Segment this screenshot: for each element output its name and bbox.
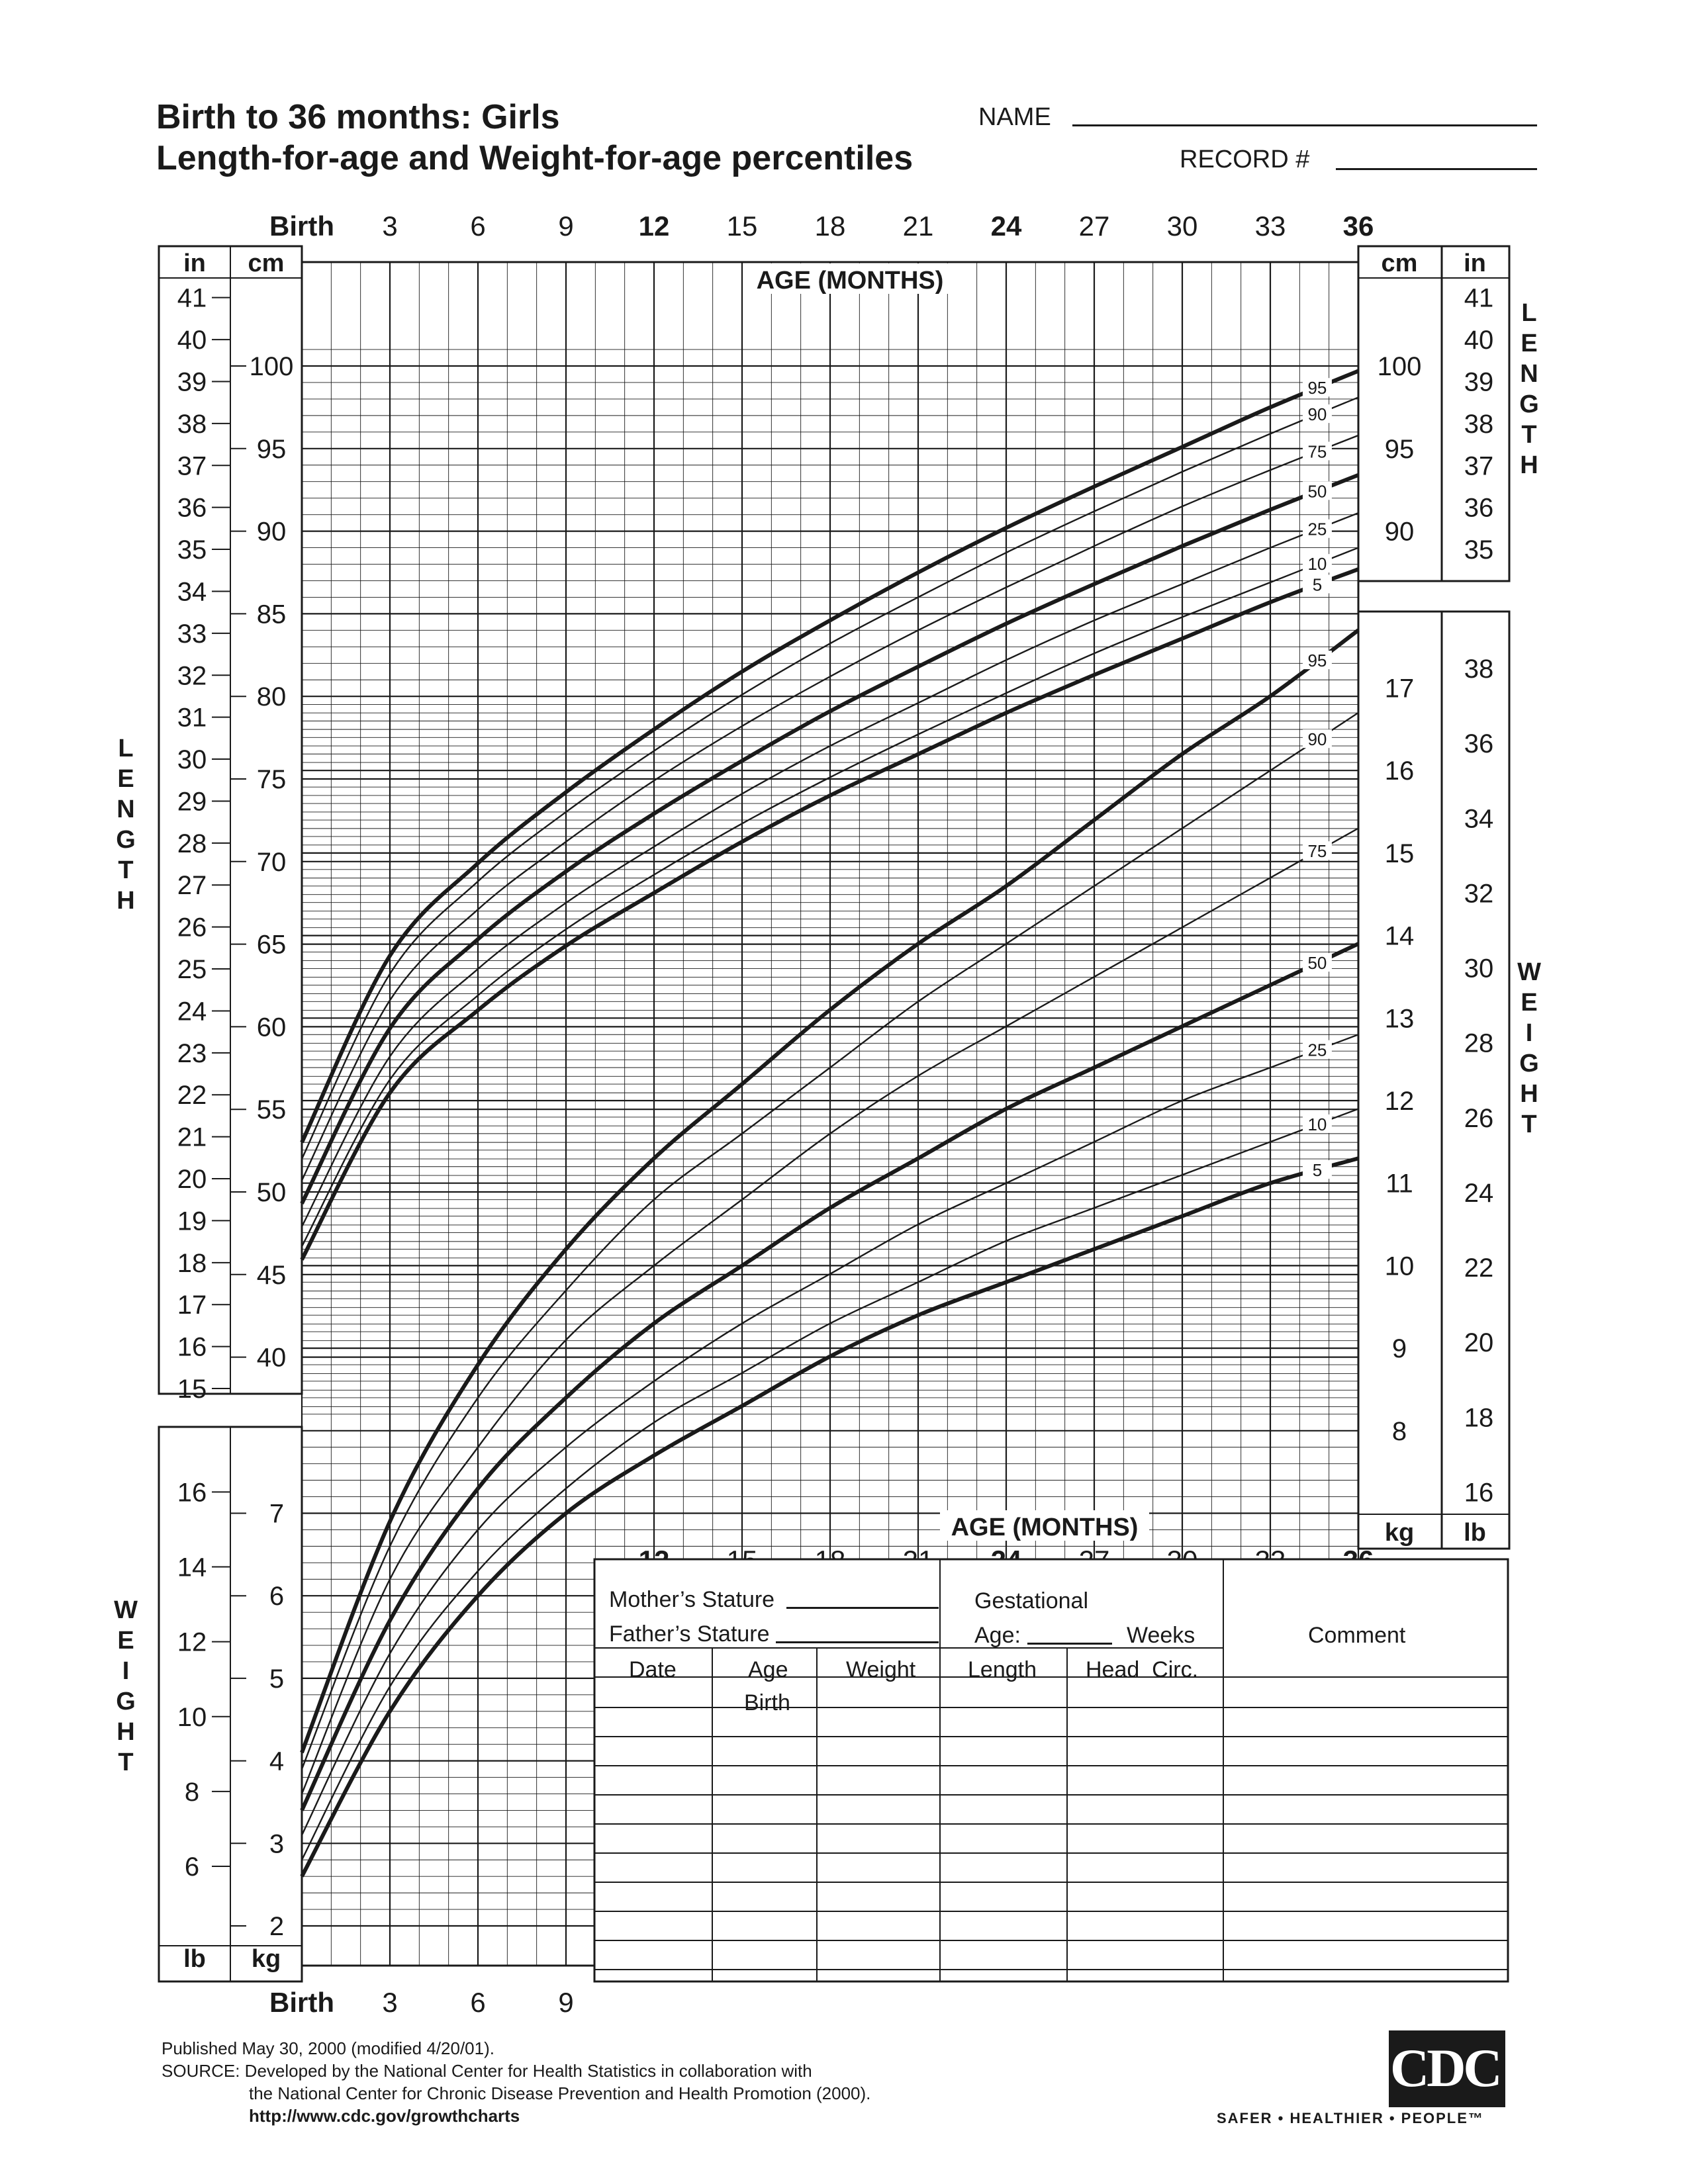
lb-tick-label: 8 [184, 1777, 200, 1807]
x-tick-label-top: 27 [1078, 210, 1110, 242]
lb-unit-label-right: lb [1464, 1519, 1486, 1547]
kg-tick-label-right: 15 [1384, 839, 1415, 868]
x-tick-label-top: 30 [1166, 210, 1198, 242]
length-side-label-right: L E N G T H [1519, 299, 1539, 479]
lb-tick-label-right: 32 [1464, 879, 1494, 909]
record-label: RECORD # [1180, 146, 1310, 173]
cm-tick-label: 50 [256, 1178, 287, 1207]
length-percentile-label-90: 90 [1307, 404, 1327, 425]
comment-header: Comment [1308, 1623, 1406, 1648]
in-tick-label: 27 [177, 871, 207, 901]
x-tick-label-bottom: 9 [558, 1987, 574, 2018]
weight-side-label-right: W E I G H T [1517, 958, 1541, 1138]
in-tick-label: 18 [177, 1248, 207, 1278]
in-tick-label: 41 [177, 283, 207, 313]
x-tick-label-top: 18 [814, 210, 846, 242]
in-tick-label: 29 [177, 787, 207, 817]
in-tick-label-right: 39 [1464, 367, 1494, 397]
in-tick-label: 40 [177, 326, 207, 355]
kg-tick-label-right: 8 [1391, 1416, 1407, 1446]
in-tick-label: 21 [177, 1122, 207, 1152]
length-percentile-label-50: 50 [1307, 481, 1327, 502]
col-weight-header: Weight [846, 1657, 916, 1682]
lb-tick-label-right: 18 [1464, 1403, 1494, 1433]
fathers-stature-label: Father’s Stature [609, 1621, 770, 1647]
cm-tick-label: 45 [256, 1260, 287, 1290]
lb-tick-label: 10 [177, 1702, 207, 1732]
cm-unit-label-right: cm [1381, 250, 1418, 277]
in-tick-label: 17 [177, 1291, 207, 1320]
x-tick-label-top: 6 [470, 210, 486, 242]
cm-tick-label-right: 95 [1384, 434, 1415, 464]
in-tick-label-right: 41 [1464, 283, 1494, 313]
in-tick-label: 19 [177, 1206, 207, 1236]
x-tick-label-top: 9 [558, 210, 574, 242]
age-axis-title-top: AGE (MONTHS) [756, 267, 944, 295]
in-tick-label: 15 [177, 1375, 207, 1404]
kg-tick-label-right: 14 [1384, 921, 1415, 951]
weight-percentile-label-75: 75 [1307, 841, 1327, 862]
in-tick-label: 36 [177, 493, 207, 523]
in-tick-label: 33 [177, 619, 207, 649]
kg-tick-label: 6 [269, 1582, 285, 1612]
in-unit-label-right: in [1464, 250, 1486, 277]
length-percentile-label-95: 95 [1307, 378, 1327, 398]
first-row-age: Birth [744, 1690, 790, 1715]
in-tick-label: 26 [177, 913, 207, 942]
in-tick-label: 20 [177, 1165, 207, 1195]
lb-tick-label-right: 24 [1464, 1178, 1494, 1208]
cm-unit-label-left: cm [248, 250, 285, 277]
cm-tick-label-right: 90 [1384, 517, 1415, 547]
kg-unit-label-right: kg [1384, 1519, 1415, 1547]
in-tick-label: 23 [177, 1038, 207, 1068]
length-percentile-label-75: 75 [1307, 441, 1327, 462]
cm-tick-label: 70 [256, 847, 287, 877]
kg-tick-label: 7 [269, 1499, 285, 1529]
mothers-stature-label: Mother’s Stature [609, 1587, 775, 1612]
age-axis-title-bottom: AGE (MONTHS) [951, 1514, 1139, 1541]
lb-tick-label: 14 [177, 1553, 207, 1582]
lb-tick-label-right: 34 [1464, 804, 1494, 834]
cm-tick-label: 95 [256, 434, 287, 464]
source-url-link[interactable]: http://www.cdc.gov/growthcharts [249, 2106, 520, 2126]
in-tick-label: 38 [177, 409, 207, 439]
cm-tick-label: 60 [256, 1013, 287, 1042]
lb-tick-label-right: 38 [1464, 655, 1494, 684]
cdc-logo-text: CDC [1390, 2038, 1500, 2098]
in-tick-label: 32 [177, 661, 207, 691]
length-percentile-label-10: 10 [1307, 554, 1327, 574]
cm-tick-label: 55 [256, 1095, 287, 1125]
in-tick-label-right: 40 [1464, 326, 1494, 355]
cm-tick-label: 85 [256, 600, 287, 629]
lb-tick-label: 16 [177, 1478, 207, 1508]
lb-tick-label-right: 20 [1464, 1328, 1494, 1358]
in-unit-label-left: in [183, 250, 206, 277]
length-percentile-label-25: 25 [1307, 519, 1327, 539]
cm-tick-label-right: 100 [1377, 352, 1422, 381]
gestational-age-field[interactable] [1027, 1643, 1112, 1645]
in-tick-label: 37 [177, 451, 207, 481]
length-side-label-left: L E N G T H [116, 735, 136, 915]
weeks-label: Weeks [1127, 1623, 1196, 1648]
x-tick-label-top: Birth [269, 210, 334, 242]
kg-tick-label: 2 [269, 1912, 285, 1941]
in-tick-label-right: 36 [1464, 493, 1494, 523]
source-line-2: the National Center for Chronic Disease Prevention and Health Promotion (2000). [249, 2083, 871, 2103]
in-tick-label-right: 38 [1464, 409, 1494, 439]
lb-tick-label-right: 28 [1464, 1028, 1494, 1058]
col-age-header: Age [748, 1657, 788, 1682]
kg-tick-label-right: 17 [1384, 674, 1415, 704]
in-tick-label: 22 [177, 1081, 207, 1111]
in-tick-label-right: 35 [1464, 535, 1494, 565]
weight-percentile-label-5: 5 [1312, 1160, 1323, 1181]
x-tick-label-top: 21 [902, 210, 934, 242]
cm-tick-label: 40 [256, 1343, 287, 1373]
x-tick-label-bottom: 3 [382, 1987, 398, 2018]
x-tick-label-top: 24 [990, 210, 1022, 242]
lb-tick-label-right: 26 [1464, 1103, 1494, 1133]
lb-tick-label-right: 30 [1464, 954, 1494, 983]
cm-tick-label: 80 [256, 682, 287, 712]
kg-tick-label-right: 13 [1384, 1004, 1415, 1034]
source-line-1: SOURCE: Developed by the National Center for Health Statistics in collaboration with [162, 2061, 812, 2081]
name-label: NAME [978, 103, 1051, 131]
weight-percentile-label-90: 90 [1307, 729, 1327, 750]
in-tick-label: 25 [177, 955, 207, 985]
weight-percentile-label-10: 10 [1307, 1114, 1327, 1134]
cm-tick-label: 65 [256, 930, 287, 960]
weight-percentile-label-25: 25 [1307, 1040, 1327, 1060]
x-tick-label-top: 15 [726, 210, 758, 242]
kg-tick-label-right: 12 [1384, 1087, 1415, 1116]
length-percentile-label-5: 5 [1312, 574, 1323, 595]
kg-tick-label-right: 16 [1384, 756, 1415, 786]
lb-tick-label: 12 [177, 1627, 207, 1657]
x-tick-label-top: 36 [1342, 210, 1374, 242]
x-tick-label-bottom: Birth [269, 1987, 334, 2018]
in-tick-label: 39 [177, 367, 207, 397]
x-tick-label-top: 33 [1254, 210, 1286, 242]
in-tick-label: 28 [177, 829, 207, 858]
weight-percentile-label-95: 95 [1307, 651, 1327, 671]
lb-tick-label: 6 [184, 1852, 200, 1882]
kg-unit-label-left: kg [251, 1945, 281, 1973]
kg-tick-label: 5 [269, 1664, 285, 1694]
chart-title: Birth to 36 months: Girls [156, 98, 560, 136]
kg-tick-label: 4 [269, 1747, 285, 1776]
x-tick-label-bottom: 6 [470, 1987, 486, 2018]
in-tick-label: 35 [177, 535, 207, 565]
lb-tick-label-right: 22 [1464, 1253, 1494, 1283]
kg-tick-label-right: 9 [1391, 1334, 1407, 1364]
lb-tick-label-right: 16 [1464, 1478, 1494, 1508]
gestational-label: Gestational [974, 1588, 1088, 1614]
in-tick-label: 31 [177, 703, 207, 733]
x-tick-label-top: 3 [382, 210, 398, 242]
gestational-age-label: Age: [974, 1623, 1021, 1648]
in-tick-label-right: 37 [1464, 451, 1494, 481]
kg-tick-label-right: 11 [1385, 1169, 1413, 1199]
in-tick-label: 16 [177, 1332, 207, 1362]
in-tick-label: 24 [177, 997, 207, 1026]
published-note: Published May 30, 2000 (modified 4/20/01). [162, 2038, 494, 2058]
col-date-header: Date [629, 1657, 677, 1682]
col-headcirc-header: Head Circ. [1086, 1657, 1199, 1682]
cm-tick-label: 100 [249, 352, 294, 381]
kg-tick-label-right: 10 [1384, 1251, 1415, 1281]
weight-percentile-label-50: 50 [1307, 953, 1327, 974]
x-tick-label-top: 12 [638, 210, 670, 242]
lb-tick-label-right: 36 [1464, 729, 1494, 759]
chart-subtitle: Length-for-age and Weight-for-age percentiles [156, 139, 914, 177]
in-tick-label: 30 [177, 745, 207, 775]
weight-side-label-left: W E I G H T [114, 1596, 138, 1776]
mothers-stature-field[interactable] [786, 1607, 939, 1609]
cm-tick-label: 90 [256, 517, 287, 547]
fathers-stature-field[interactable] [776, 1641, 939, 1643]
cdc-tagline: SAFER • HEALTHIER • PEOPLE™ [1217, 2110, 1484, 2126]
weight-axis-strip-right [1358, 612, 1442, 1549]
lb-unit-label-left: lb [183, 1945, 206, 1973]
kg-tick-label: 3 [269, 1829, 285, 1859]
col-length-header: Length [968, 1657, 1037, 1682]
cm-tick-label: 75 [256, 765, 287, 794]
in-tick-label: 34 [177, 577, 207, 607]
